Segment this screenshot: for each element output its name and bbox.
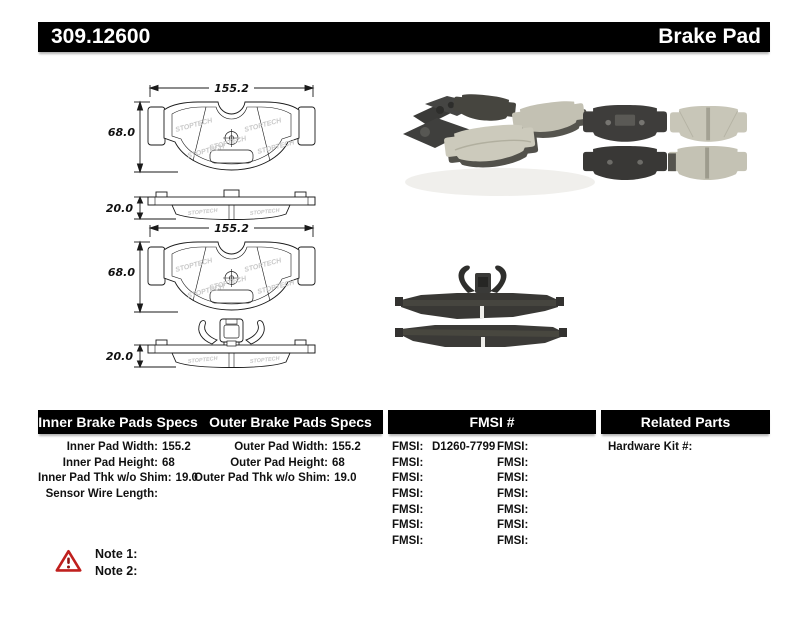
fmsi-label: FMSI: [497,503,529,516]
fmsi-label: FMSI: [497,472,529,485]
fmsi-left-column [392,440,494,550]
spec-value: 155.2 [162,441,191,453]
fmsi-row [392,518,494,534]
fmsi-row [392,456,494,472]
technical-drawings [60,70,330,380]
spec-label: Hardware Kit #: [608,441,693,453]
watermark-text: STOPTECH [256,139,296,156]
spec-row [194,440,368,456]
fmsi-label: FMSI: [392,488,424,501]
spec-row [608,440,768,456]
fmsi-header-bar [388,410,596,434]
spec-value: 19.0 [175,472,198,485]
fmsi-label: FMSI: [392,456,424,469]
spec-label: Sensor Wire Length: [45,488,158,501]
fmsi-header: FMSI # [469,414,515,430]
fmsi-right-column [497,440,593,550]
related-parts-column [608,440,768,456]
note-label: Note 1: [95,547,138,561]
fmsi-label: FMSI: [497,456,529,469]
spec-label: Inner Pad Height: [62,456,158,469]
notes-block [95,546,142,580]
warning-triangle-icon [55,549,82,578]
dimension-height-label: 68.0 [107,126,135,139]
spec-value: 19.0 [334,472,357,485]
spec-label: Outer Pad Thk w/o Shim: [194,472,331,485]
watermark-text: STOPTECH [208,135,248,152]
fmsi-row [392,534,494,550]
watermark-text: STOPTECH [174,117,214,134]
fmsi-label: FMSI: [392,503,424,516]
spec-row [38,440,194,456]
inner-specs-column [38,440,198,503]
spec-row [194,471,368,487]
fmsi-row [497,518,593,534]
photo-angled-pad-set [403,92,595,196]
fmsi-label: FMSI: [497,441,529,453]
fmsi-row [497,534,593,550]
spec-row [38,471,198,487]
spec-value: 68 [162,456,175,469]
spec-label: Outer Pad Width: [234,441,328,453]
fmsi-label: FMSI: [392,472,424,485]
title-bar [38,22,770,52]
note-row [95,563,142,580]
fmsi-label: FMSI: [497,488,529,501]
photo-edge-view-pads [395,265,567,347]
outer-specs-column [194,440,368,487]
spec-row [38,487,194,503]
note-row [95,546,142,563]
watermark-text: STOPTECH [249,207,280,217]
fmsi-row [392,487,494,503]
spec-value: 155.2 [332,441,361,453]
related-parts-header-bar [601,410,770,434]
fmsi-label: FMSI: [497,535,529,548]
fmsi-label: FMSI: [497,519,529,532]
part-number: 309.12600 [51,25,151,48]
fmsi-label: FMSI: [392,519,424,532]
note-label: Note 2: [95,564,138,578]
dimension-width-label: 155.2 [214,82,249,95]
spec-label: Outer Pad Height: [230,456,328,469]
retaining-clip-drawing [199,319,265,346]
dimension-thickness-label: 20.0 [105,202,133,215]
fmsi-row [497,471,593,487]
spec-label: Inner Pad Thk w/o Shim: [38,472,172,485]
related-parts-header: Related Parts [640,414,731,430]
fmsi-row [497,456,593,472]
watermark-text: STOPTECH [243,117,283,134]
specs-header-bar [38,410,383,434]
fmsi-label: FMSI: [392,535,424,548]
outer-specs-header: Outer Brake Pads Specs [209,414,372,430]
fmsi-row [497,487,593,503]
inner-specs-header: Inner Brake Pads Specs [38,414,198,430]
spec-row [194,456,368,472]
fmsi-row [392,471,494,487]
fmsi-row [392,503,494,519]
fmsi-row [392,440,494,456]
fmsi-label: FMSI: [392,441,424,453]
spec-value: 68 [332,456,345,469]
fmsi-row [497,440,593,456]
product-photos [395,80,780,370]
watermark-text: STOPTECH [187,207,218,217]
photo-flat-pad-set [583,105,747,180]
spec-row [38,456,194,472]
fmsi-row [497,503,593,519]
product-type: Brake Pad [658,25,761,48]
fmsi-value: D1260-7799 [432,441,496,453]
spec-label: Inner Pad Width: [66,441,158,453]
watermark-text: STOPTECH [186,143,226,160]
